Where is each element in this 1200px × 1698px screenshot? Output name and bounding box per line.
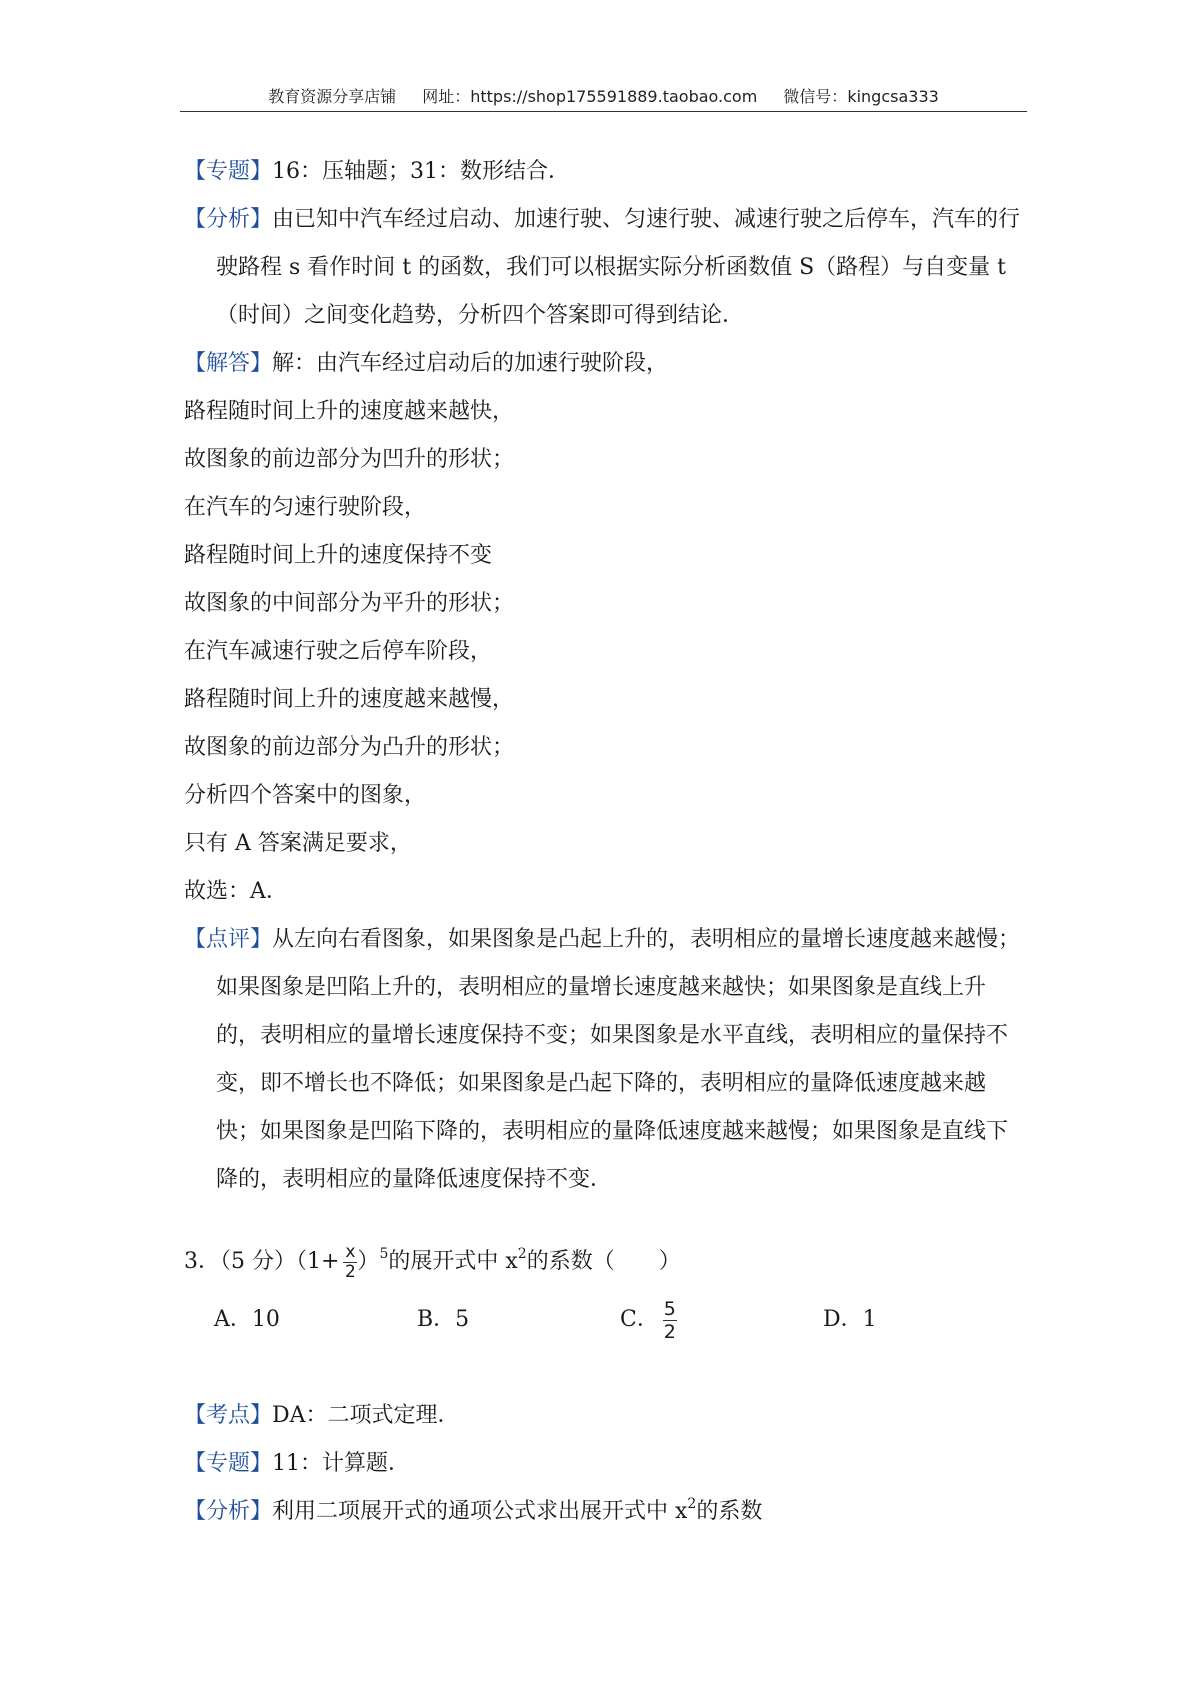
solution-line: 在汽车的匀速行驶阶段，: [184, 495, 427, 520]
solution-line: 路程随时间上升的速度越来越快，: [184, 399, 515, 424]
solution-line: 分析四个答案中的图象，: [184, 783, 427, 808]
q3-x-exponent: 2: [517, 1246, 527, 1262]
solution-line: 故选：A．: [184, 879, 288, 904]
fenxi-text-2-tail: 的系数: [696, 1499, 763, 1524]
header-divider: [180, 111, 1027, 112]
option-d[interactable]: D．1: [823, 1307, 877, 1332]
fenxi-paragraph: [184, 196, 1026, 340]
zhuanti-paragraph-2: [184, 1440, 1026, 1488]
q3-exponent: 5: [379, 1246, 389, 1262]
solution-line: 路程随时间上升的速度越来越慢，: [184, 687, 515, 712]
solution-line: 在汽车减速行驶之后停车阶段，: [184, 639, 493, 664]
fenxi-paragraph-2: [184, 1488, 1026, 1536]
shop-name: 教育资源分享店铺: [268, 87, 397, 106]
page-header: [180, 86, 1027, 108]
zhuanti-text-2: 11：计算题．: [272, 1451, 411, 1476]
tag-jieda: 【解答】: [184, 351, 273, 376]
q3-fraction: [343, 1241, 357, 1282]
fenxi-text-2: 利用二项展开式的通项公式求出展开式中 x: [272, 1499, 688, 1524]
q3-options: [184, 1292, 1026, 1348]
site-label: 网址：: [422, 87, 471, 106]
fenxi-2-exponent: 2: [687, 1496, 697, 1512]
question-3: [184, 1238, 1026, 1286]
option-c-num: 5: [663, 1297, 676, 1320]
solution-line: 故图象的前边部分为凸升的形状；: [184, 735, 515, 760]
tag-kaodian: 【考点】: [184, 1403, 273, 1428]
zhuanti-paragraph: [184, 148, 1026, 196]
option-c-label: C．: [620, 1307, 659, 1332]
option-b[interactable]: B．5: [417, 1307, 470, 1332]
q3-mid: 的展开式中 x: [388, 1249, 518, 1274]
tag-dianping: 【点评】: [184, 927, 273, 952]
tag-zhuanti: 【专题】: [184, 159, 273, 184]
wechat-id: kingcsa333: [847, 87, 939, 106]
solution-line: 故图象的中间部分为平升的形状；: [184, 591, 515, 616]
tag-fenxi: 【分析】: [184, 207, 273, 232]
dianping-paragraph: [184, 916, 1026, 1204]
q3-paren-close: ）: [357, 1249, 380, 1274]
dianping-text: 从左向右看图象，如果图象是凸起上升的，表明相应的量增长速度越来越慢；如果图象是凹陷上升的，表明相应的量增长速度越来越快；如果图象是直线上升的，表明相应的量增长速度保持不变；如果图象是水平直线，表明相应的量保持不变，即不增长也不降低；如果图象是凸起下降的，表明相应的量降低速度越来越快；如果图象是凹陷下降的，表明相应的量降低速度越来越慢；如果图象是直线下降的，表明相应的量降低速度保持不变．: [216, 927, 1021, 1192]
option-a[interactable]: A．10: [214, 1307, 280, 1332]
option-c[interactable]: [620, 1296, 823, 1344]
option-c-fraction: [663, 1299, 677, 1342]
q3-prefix: 3．（5 分）（1+: [184, 1249, 340, 1274]
q3-suffix: 的系数（ ）: [526, 1249, 681, 1274]
document-body: [184, 148, 1026, 1536]
kaodian-paragraph: [184, 1392, 1026, 1440]
solution-line: 只有 A 答案满足要求，: [184, 831, 412, 856]
tag-zhuanti-2: 【专题】: [184, 1451, 273, 1476]
solution-line: 路程随时间上升的速度保持不变: [184, 543, 493, 568]
q3-frac-num: x: [345, 1241, 356, 1262]
solution-line: 故图象的前边部分为凹升的形状；: [184, 447, 515, 472]
q3-frac-den: 2: [345, 1261, 356, 1282]
fenxi-text: 由已知中汽车经过启动、加速行驶、匀速行驶、减速行驶之后停车，汽车的行驶路程 s 看作时间 t 的函数，我们可以根据实际分析函数值 S（路程）与自变量 t（时间）之间变化趋势，分析四个答案即可得到结论．: [216, 207, 1021, 328]
zhuanti-text: 16：压轴题；31：数形结合．: [272, 159, 571, 184]
site-url-link[interactable]: https://shop175591889.taobao.com: [470, 87, 758, 106]
jieda-paragraph: [184, 340, 1026, 388]
kaodian-text: DA：二项式定理．: [272, 1403, 460, 1428]
jieda-text: 解：由汽车经过启动后的加速行驶阶段，: [272, 351, 669, 376]
option-c-den: 2: [663, 1320, 676, 1343]
tag-fenxi-2: 【分析】: [184, 1499, 273, 1524]
wechat-label: 微信号：: [783, 87, 848, 106]
